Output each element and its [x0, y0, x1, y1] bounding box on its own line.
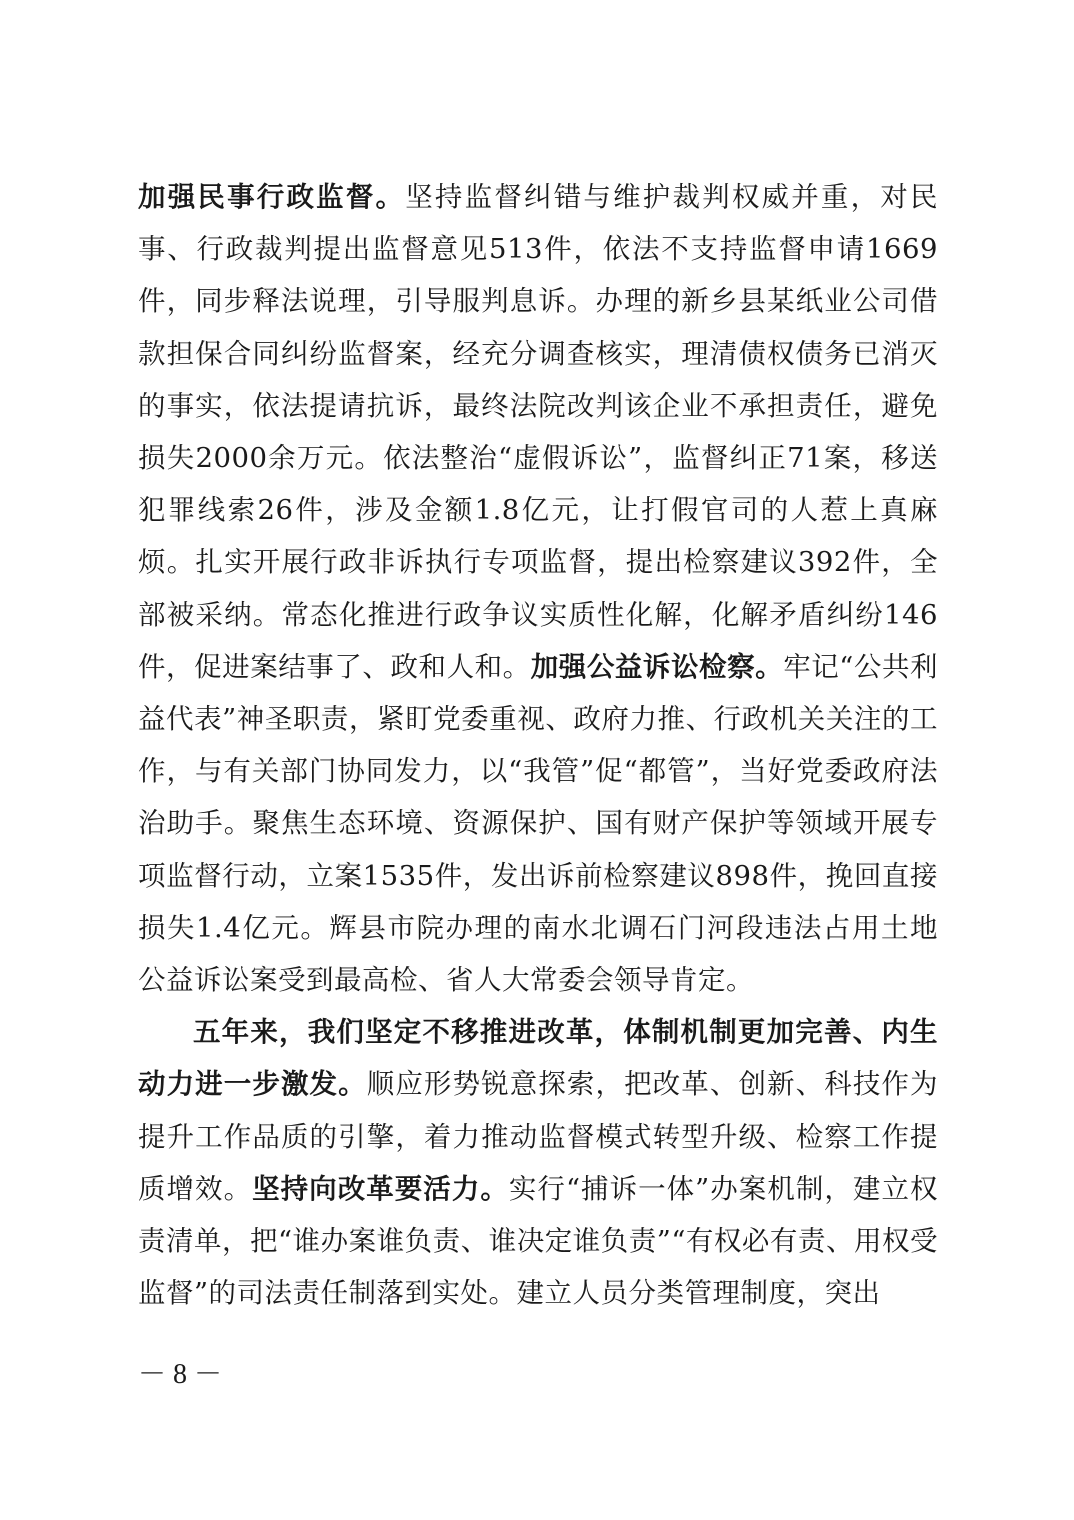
- heading-civil-administrative-supervision: 加强民事行政监督。: [138, 181, 406, 213]
- body-text: 实行“捕诉一体”办案机制，建立权责清单，把“谁办案谁负责、谁决定谁负责”“有权必有责、用权受监督”的司法责任制落到实处。建立人员分类管理制度，突出: [138, 1172, 938, 1310]
- heading-reform-vitality: 坚持向改革要活力。: [252, 1172, 509, 1205]
- document-body: [138, 171, 938, 1319]
- body-text: 坚持监督纠错与维护裁判权威并重，对民事、行政裁判提出监督意见513件，依法不支持监督申请1669件，同步释法说理，引导服判息诉。办理的新乡县某纸业公司借款担保合同纠纷监督案，经充分调查核实，理清债权债务已消灭的事实，依法提请抗诉，最终法院改判该企业不承担责任，避免损失2000余万元。依法整治“虚假诉讼”，监督纠正71案，移送犯罪线索26件，涉及金额1.8亿元，让打假官司的人惹上真麻烦。扎实开展行政非诉执行专项监督，提出检察建议392件，全部被采纳。常态化推进行政争议实质性化解，化解矛盾纠纷146件，促进案结事了、政和人和。: [138, 181, 939, 683]
- body-text: 牢记“公共利益代表”神圣职责，紧盯党委重视、政府力推、行政机关关注的工作，与有关部门协同发力，以“我管”促“都管”，当好党委政府法治助手。聚焦生态环境、资源保护、国有财产保护等领域开展专项监督行动，立案1535件，发出诉前检察建议898件，挽回直接损失1.4亿元。辉县市院办理的南水北调石门河段违法占用土地公益诉讼案受到最高检、省人大常委会领导肯定。: [138, 650, 939, 997]
- page-number: － 8 －: [138, 1359, 223, 1390]
- paragraph-civil-administrative-supervision: [138, 171, 938, 1006]
- heading-five-years-reform: 五年来，我们坚定不移推进改革，体制机制更加完善、内生动力进一步激发。: [138, 1016, 938, 1101]
- paragraph-reform: [138, 1006, 938, 1319]
- heading-public-interest-litigation: 加强公益诉讼检察。: [530, 650, 784, 683]
- body-text: 顺应形势锐意探索，把改革、创新、科技作为提升工作品质的引擎，着力推动监督模式转型升级、检察工作提质增效。: [138, 1068, 939, 1205]
